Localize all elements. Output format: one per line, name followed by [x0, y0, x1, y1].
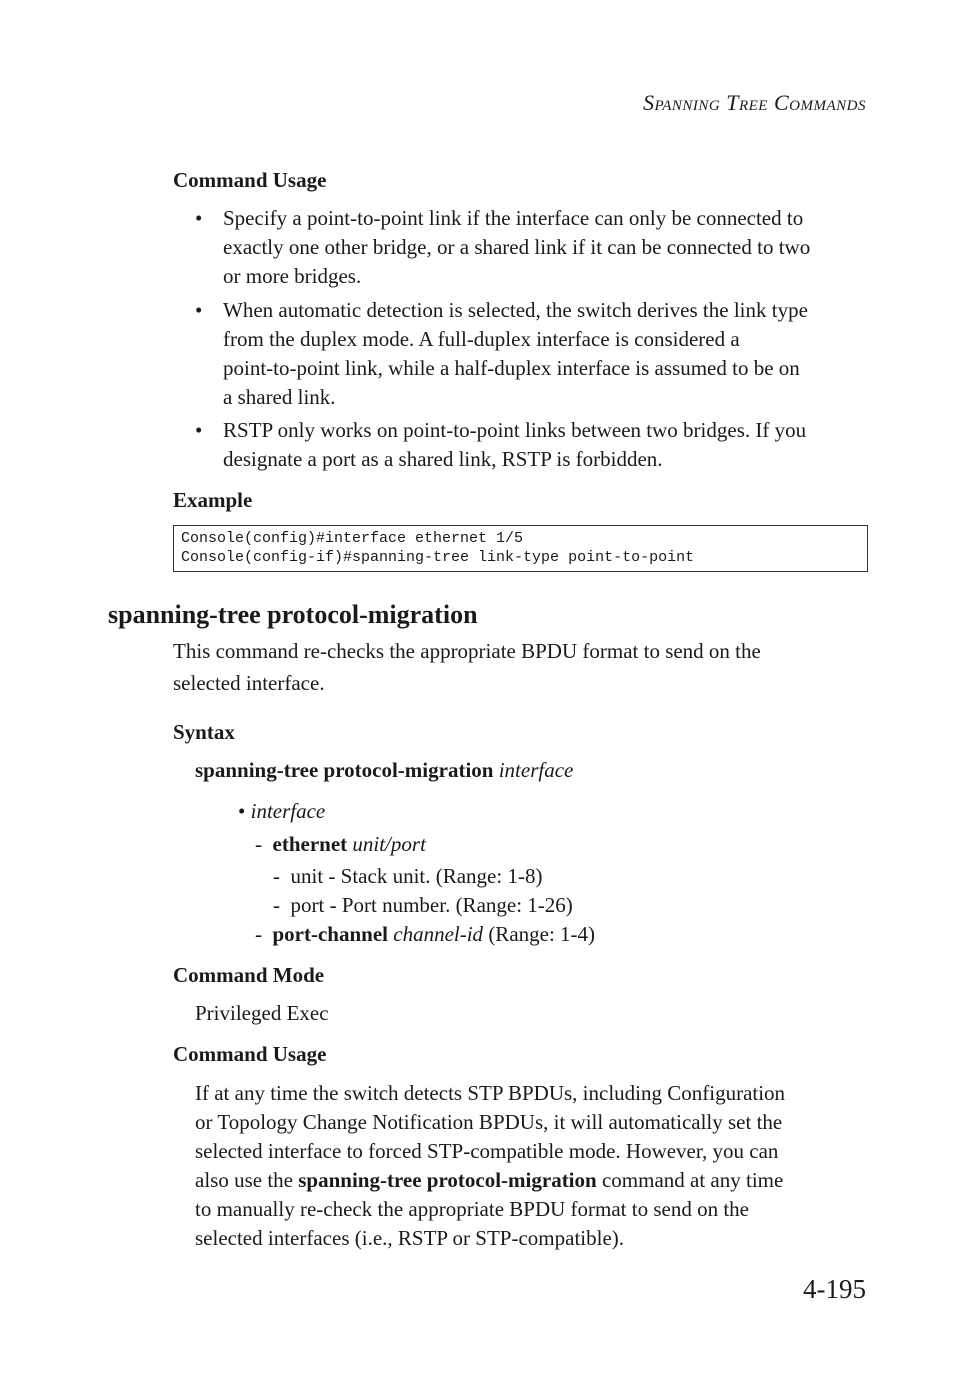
syntax-keyword: spanning-tree protocol-migration	[195, 758, 494, 782]
syntax-port-channel-option	[255, 920, 595, 949]
bullet-line: When automatic detection is selected, the switch derives the link type	[223, 298, 808, 322]
bullet-line: from the duplex mode. A full-duplex interface is considered a	[223, 327, 740, 351]
option-text: port - Port number. (Range: 1-26)	[290, 893, 573, 917]
command-mode-value: Privileged Exec	[195, 1001, 329, 1025]
header-text: REE	[738, 98, 768, 114]
header-text: S	[643, 90, 655, 115]
command-usage-heading: Command Usage	[173, 168, 327, 192]
paragraph-text: also use the	[195, 1168, 293, 1192]
header-text: C	[773, 90, 790, 115]
syntax-port-line	[273, 891, 573, 920]
bullet-mark: •	[195, 206, 203, 230]
bullet-line: point-to-point link, while a half-duplex interface is assumed to be on	[223, 356, 800, 380]
syntax-argument: interface	[498, 758, 574, 782]
command-mode-heading: Command Mode	[173, 963, 325, 987]
command-usage-heading: Command Usage	[173, 1042, 327, 1066]
page-number: 4-195	[803, 1274, 866, 1304]
paragraph-line: If at any time the switch detects STP BPDUs, including Configuration	[195, 1081, 786, 1105]
bullet-mark: •	[195, 298, 203, 322]
code-line: Console(config-if)#spanning-tree link-type point-to-point	[181, 549, 695, 566]
example-heading: Example	[173, 488, 253, 512]
paragraph-text: command at any time	[601, 1168, 784, 1192]
header-text: OMMANDS	[789, 98, 866, 114]
syntax-ethernet-option	[255, 830, 426, 859]
code-example	[173, 525, 868, 572]
option-text: (Range: 1-4)	[488, 922, 596, 946]
paragraph-line	[195, 1166, 785, 1195]
usage-paragraph	[195, 1079, 785, 1253]
bullet-line: Specify a point-to-point link if the interface can only be connected to	[223, 206, 804, 230]
section-intro	[173, 635, 761, 699]
syntax-param-interface	[238, 797, 325, 826]
dash-mark: -	[255, 832, 262, 856]
option-keyword: port-channel	[272, 922, 388, 946]
option-argument: unit/port	[352, 832, 426, 856]
paragraph-line: selected interfaces (i.e., RSTP or STP-compatible).	[195, 1226, 625, 1250]
param-label: interface	[250, 799, 326, 823]
option-argument: channel-id	[393, 922, 484, 946]
paragraph-line: selected interface to forced STP-compatible mode. However, you can	[195, 1139, 779, 1163]
running-header	[643, 90, 866, 116]
option-keyword: ethernet	[272, 832, 348, 856]
inline-command: spanning-tree protocol-migration	[298, 1168, 597, 1192]
paragraph-line: or Topology Change Notification BPDUs, it will automatically set the	[195, 1110, 783, 1134]
bullet-mark: •	[195, 418, 203, 442]
code-line: Console(config)#interface ethernet 1/5	[181, 530, 524, 547]
option-text: unit - Stack unit. (Range: 1-8)	[290, 864, 543, 888]
syntax-heading: Syntax	[173, 720, 235, 744]
bullet-line: a shared link.	[223, 385, 336, 409]
bullet-line: or more bridges.	[223, 264, 362, 288]
bullet-line: designate a port as a shared link, RSTP is forbidden.	[223, 447, 663, 471]
dash-mark: -	[255, 922, 262, 946]
header-text: PANNING	[654, 98, 721, 114]
syntax-command	[195, 756, 573, 785]
header-text: T	[726, 90, 739, 115]
dash-mark: -	[273, 864, 280, 888]
syntax-unit-line	[273, 862, 542, 891]
bullet-line: RSTP only works on point-to-point links between two bridges. If you	[223, 418, 807, 442]
section-title: spanning-tree protocol-migration	[108, 600, 478, 629]
dash-mark: -	[273, 893, 280, 917]
intro-line: This command re-checks the appropriate BPDU format to send on the	[173, 639, 761, 663]
bullet-line: exactly one other bridge, or a shared link if it can be connected to two	[223, 235, 811, 259]
intro-line: selected interface.	[173, 671, 325, 695]
paragraph-line: to manually re-check the appropriate BPDU format to send on the	[195, 1197, 749, 1221]
bullet-mark: •	[238, 799, 246, 823]
